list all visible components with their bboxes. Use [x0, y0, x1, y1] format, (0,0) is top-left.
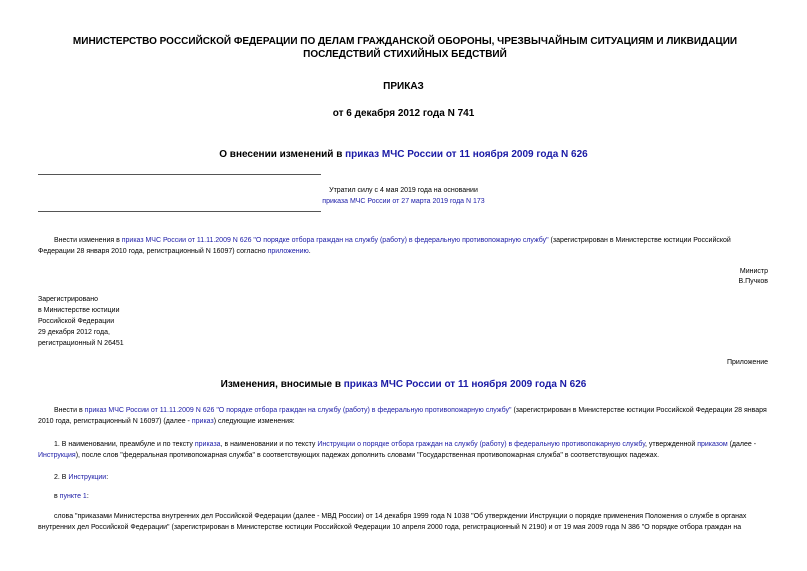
appendix-heading: [0, 378, 807, 391]
amendment-item-1: [38, 439, 768, 461]
item-text: :: [86, 493, 89, 500]
divider-top: [38, 174, 321, 175]
registration-line: в Министерстве юстиции: [38, 307, 120, 314]
registration-line: 29 декабря 2012 года,: [38, 329, 110, 336]
signature-position: Министр: [739, 268, 768, 275]
body-paragraph: [38, 235, 768, 257]
revoked-note: [0, 185, 807, 207]
item-link-instrukcii[interactable]: Инструкции: [68, 474, 107, 481]
appendix-text: (зарегистрирован в Министерстве юстиции Российской Федерации 28 января 2010 года, регистрационный N 16097) (далее -: [38, 407, 767, 425]
item-text: :: [106, 474, 109, 481]
item-text: в: [54, 493, 60, 500]
title-link[interactable]: приказ МЧС России от 11 ноября 2009 года N 626: [345, 149, 588, 160]
item-text: (далее -: [727, 441, 757, 448]
registration-line: регистрационный N 26451: [38, 340, 124, 347]
appendix-link-order[interactable]: приказ МЧС России от 11.11.2009 N 626 "О порядке отбора граждан на службу (работу) в федеральную противопожарную службу": [84, 407, 512, 414]
body-text-b: (зарегистрирован в Министерстве юстиции Российской Федерации 28 января 2010 года, регистрационный N 16097) согласно: [38, 237, 731, 255]
appendix-heading-link[interactable]: приказ МЧС России от 11 ноября 2009 года N 626: [343, 379, 587, 390]
body-text-a: Внести изменения в: [54, 237, 122, 244]
registration-line: Зарегистрировано: [38, 296, 98, 303]
item-text: 2. В: [54, 474, 69, 481]
appendix-text: Внести в: [54, 407, 85, 414]
amendment-item-2: [38, 472, 768, 483]
signature-name: В.Пучков: [738, 278, 768, 285]
item-text: ), после слов "федеральная противопожарная служба" в соответствующих падежах дополнить словами "Государственная противопожарная служба" в соответствующих падежах.: [75, 452, 660, 459]
revoked-note-link[interactable]: приказа МЧС России от 27 марта 2019 года N 173: [322, 198, 485, 205]
ministry-header: МИНИСТЕРСТВО РОССИЙСКОЙ ФЕДЕРАЦИИ ПО ДЕЛАМ ГРАЖДАНСКОЙ ОБОРОНЫ, ЧРЕЗВЫЧАЙНЫМ СИТУАЦИЯМ И ЛИКВИДАЦИИ ПОСЛЕДСТВИЙ СТИХИЙНЫХ БЕДСТВИЙ: [72, 36, 738, 60]
registration-block: [38, 294, 238, 349]
appendix-link-prikaz[interactable]: приказ: [191, 418, 214, 425]
appendix-text: ) следующие изменения:: [213, 418, 295, 425]
registration-line: Российской Федерации: [38, 318, 115, 325]
appendix-intro: [38, 405, 768, 427]
appendix-heading-prefix: Изменения, вносимые в: [220, 379, 344, 390]
amendment-item-4: слова "приказами Министерства внутренних дел Российской Федерации (далее - МВД России) от 14 декабря 1999 года N 1038 "Об утверждении Инструкции о порядке применения Положения о службе в органах внутренних дел Российской Федерации" (зарегистрирован в Министерстве юстиции Российской Федерации 10 апреля 2000 года, регистрационный N 2190) и от 19 мая 2009 года N 386 "О порядке отбора граждан на: [38, 513, 747, 531]
revoked-note-text: Утратил силу с 4 мая 2019 года на основании: [329, 187, 478, 194]
document-date-number: от 6 декабря 2012 года N 741: [332, 108, 475, 119]
item-link-punkt-1[interactable]: пункте 1: [59, 493, 87, 500]
appendix-label: Приложение: [726, 359, 768, 366]
item-link-instrukciya[interactable]: Инструкция: [38, 452, 76, 459]
item-text: , в наименовании и по тексту: [220, 441, 318, 448]
document-type: ПРИКАЗ: [383, 81, 424, 92]
item-text: , утвержденной: [645, 441, 698, 448]
body-text-c: .: [308, 248, 311, 255]
item-link-prikaza[interactable]: приказа: [194, 441, 221, 448]
item-link-instruction[interactable]: Инструкции о порядке отбора граждан на службу (работу) в федеральную противопожарную службу: [317, 441, 646, 448]
item-link-prikazom[interactable]: приказом: [697, 441, 728, 448]
body-link-appendix[interactable]: приложению: [267, 248, 309, 255]
document-title: [0, 148, 807, 161]
amendment-item-3: [38, 491, 768, 502]
body-link-order[interactable]: приказ МЧС России от 11.11.2009 N 626 "О порядке отбора граждан на службу (работу) в федеральную противопожарную службу": [121, 237, 549, 244]
title-prefix: О внесении изменений в: [219, 149, 346, 160]
divider-bottom: [38, 211, 321, 212]
item-text: 1. В наименовании, преамбуле и по тексту: [54, 441, 195, 448]
